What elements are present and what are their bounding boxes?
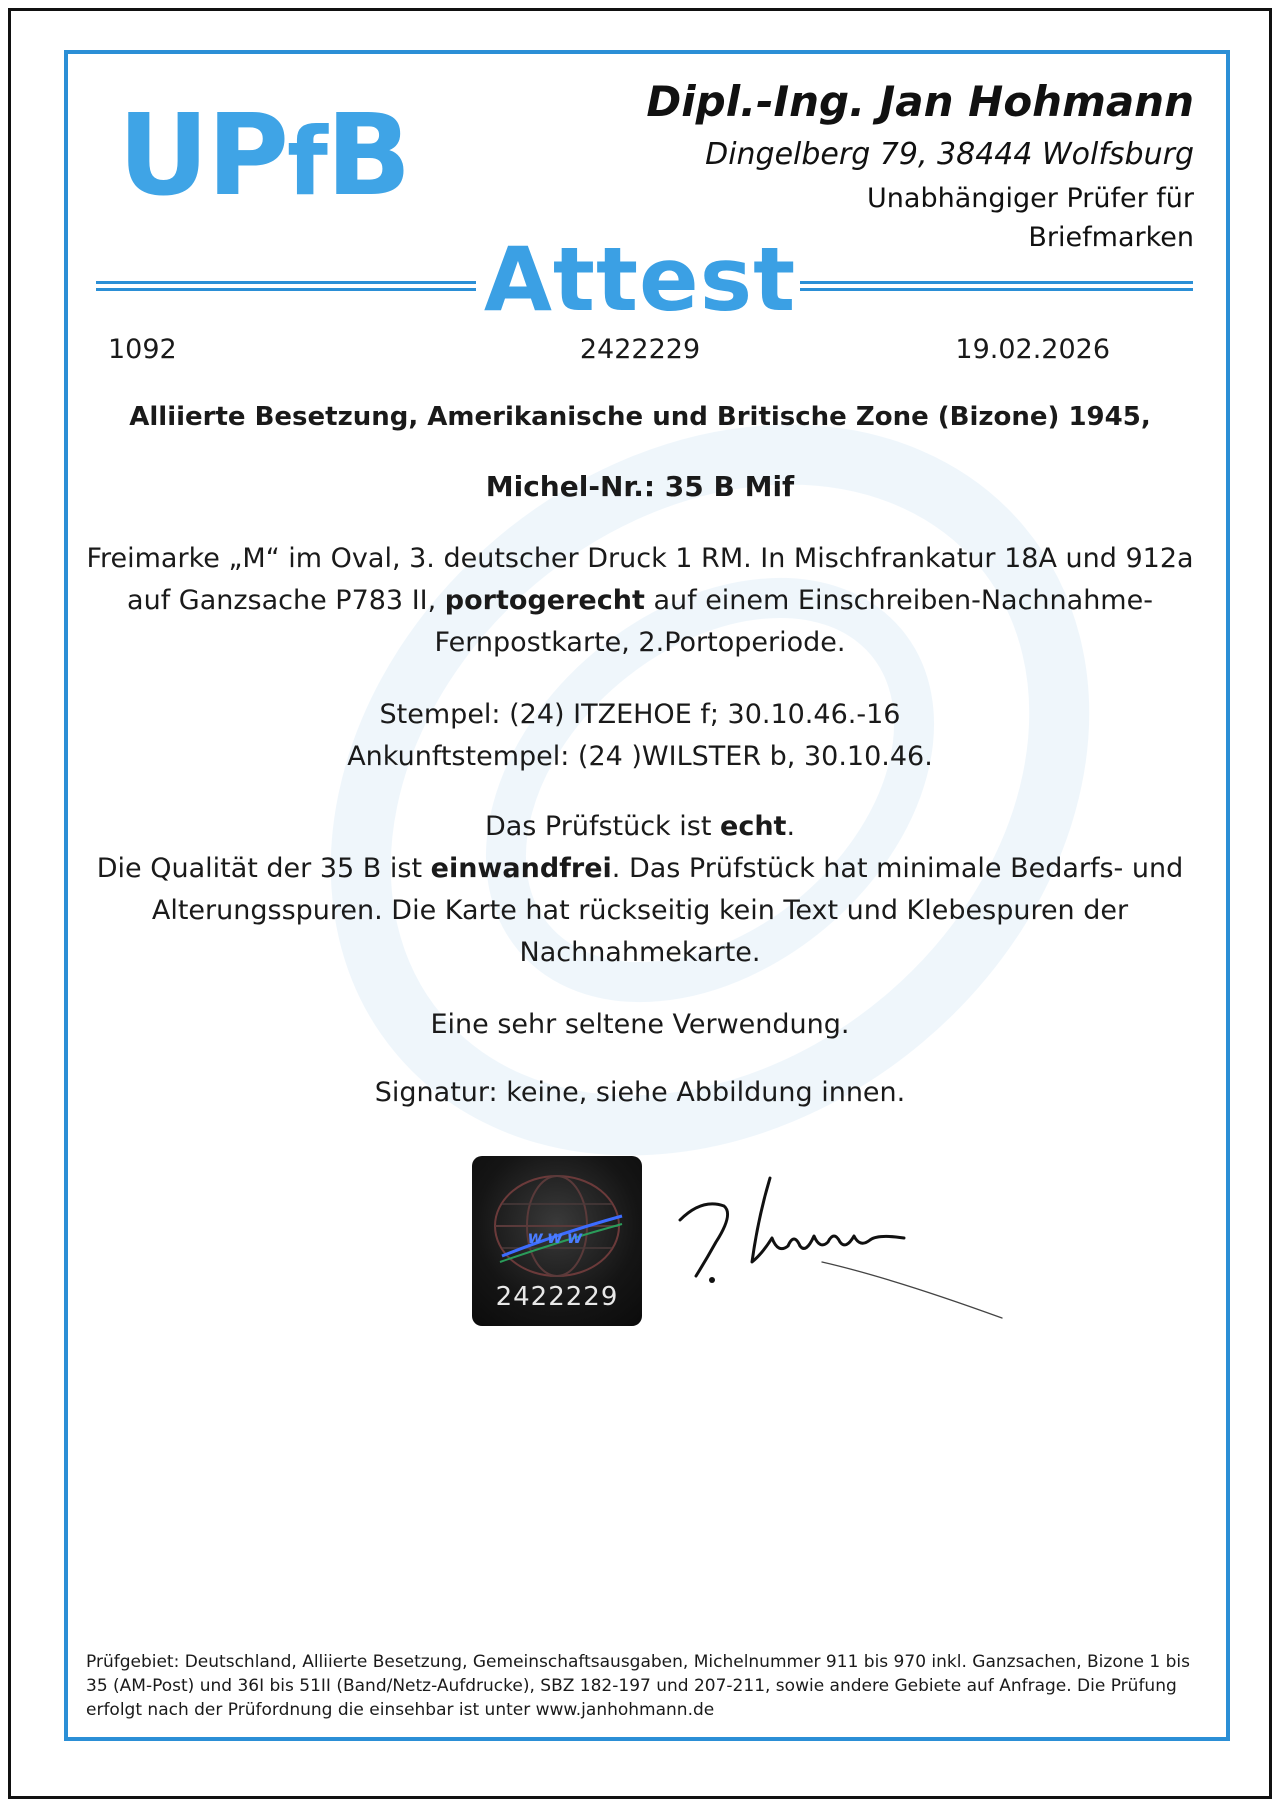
- subject-heading: Alliierte Besetzung, Amerikanische und Britische Zone (Bizone) 1945,: [129, 402, 1151, 432]
- hologram-number: 2422229: [495, 1282, 619, 1312]
- issue-date: 19.02.2026: [955, 334, 1110, 365]
- issuer-role-line2: Briefmarken: [1028, 222, 1194, 254]
- attest-title: Attest: [483, 228, 797, 331]
- examiner-signature: [672, 1158, 1012, 1328]
- description-line2-bold: portogerecht: [444, 585, 645, 616]
- verdict-line1-post: .: [786, 811, 796, 842]
- certificate-number: 2422229: [579, 334, 701, 365]
- verdict-line2-bold: einwandfrei: [430, 853, 612, 884]
- verdict-line2-post: . Das Prüfstück hat minimale Bedarfs- und: [611, 853, 1184, 884]
- postmark-line: Stempel: (24) ITZEHOE f; 30.10.46.-16: [379, 699, 901, 730]
- hologram-seal: [472, 1156, 642, 1326]
- verdict-line2: [80, 848, 1200, 890]
- verdict-line4: Nachnahmekarte.: [519, 937, 761, 968]
- logo-letter-b: B: [325, 91, 410, 221]
- description-line2-pre: auf Ganzsache P783 II,: [127, 585, 445, 616]
- rarity-note: Eine sehr seltene Verwendung.: [430, 1009, 850, 1040]
- description-line2: [80, 580, 1200, 622]
- description-line2-post: auf einem Einschreiben-Nachnahme-: [644, 585, 1153, 616]
- issuer-name: Dipl.-Ing. Jan Hohmann: [646, 77, 1194, 126]
- arrival-postmark-line: Ankunftstempel: (24 )WILSTER b, 30.10.46.: [347, 741, 933, 772]
- description-line1: Freimarke „M“ im Oval, 3. deutscher Druck 1 RM. In Mischfrankatur 18A und 912a: [86, 543, 1194, 574]
- verdict-line3: Alterungsspuren. Die Karte hat rückseitig kein Text und Klebespuren der: [151, 895, 1129, 926]
- verdict-block: [80, 806, 1200, 974]
- verdict-line1-pre: Das Prüfstück ist: [484, 811, 721, 842]
- issuer-address: Dingelberg 79, 38444 Wolfsburg: [705, 136, 1194, 172]
- ref-number-left: 1092: [108, 334, 177, 365]
- description-line3: Fernpostkarte, 2.Portoperiode.: [434, 627, 846, 658]
- stamp-description: [80, 538, 1200, 664]
- postmark-info: [80, 694, 1200, 778]
- michel-number: Michel-Nr.: 35 B Mif: [485, 470, 795, 503]
- upfb-logo: [118, 91, 410, 221]
- verdict-line1: [80, 806, 1200, 848]
- hologram-www: www: [527, 1228, 587, 1248]
- logo-letter-u: U: [118, 91, 207, 221]
- issuer-role-line1: Unabhängiger Prüfer für: [867, 183, 1194, 214]
- logo-letter-p: P: [206, 91, 288, 221]
- signatur-note: Signatur: keine, siehe Abbildung innen.: [374, 1077, 906, 1108]
- logo-letter-f: f: [287, 108, 326, 217]
- verdict-line2-pre: Die Qualität der 35 B ist: [96, 853, 431, 884]
- footer-scope-note: Prüfgebiet: Deutschland, Alliierte Besetzung, Gemeinschaftsausgaben, Michelnummer 911 bis 970 inkl. Ganzsachen, Bizone 1 bis 35 (AM-Post) und 36I bis 51II (Band/Netz-Aufdrucke), SBZ 182-197 und 207-211, sowie andere Gebiete auf Anfrage. Die Prüfung erfolgt nach der Prüfordnung die einsehbar ist unter www.janhohmann.de: [86, 1652, 1190, 1720]
- verdict-line1-bold: echt: [720, 811, 787, 842]
